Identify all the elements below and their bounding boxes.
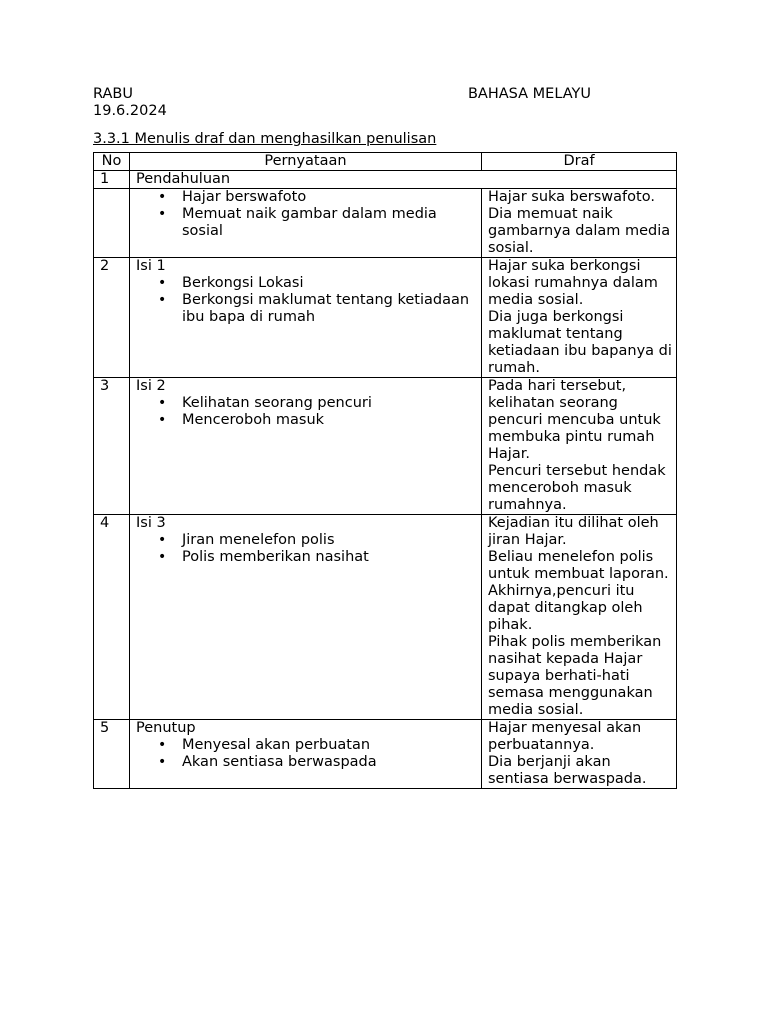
bullet-list xyxy=(136,532,475,566)
list-item: • Berkongsi maklumat tentang ketiadaan ibu bapa di rumah xyxy=(182,292,475,326)
draft-sentence: Beliau menelefon polis untuk membuat laporan. xyxy=(488,549,669,582)
list-item: • Akan sentiasa berwaspada xyxy=(182,754,475,771)
row-title: Pendahuluan xyxy=(130,171,677,189)
row-statement xyxy=(130,720,482,789)
draft-sentence: Pada hari tersebut, kelihatan seorang pencuri mencuba untuk membuka pintu rumah Hajar. xyxy=(488,378,661,462)
row-title: Isi 3 xyxy=(136,515,166,531)
list-item: • Polis memberikan nasihat xyxy=(182,549,475,566)
draft-sentence: Pihak polis memberikan nasihat kepada Hajar supaya berhati-hati semasa menggunakan media sosial. xyxy=(488,634,662,718)
column-header-no: No xyxy=(94,153,130,171)
row-number: 4 xyxy=(94,515,130,720)
row-draft xyxy=(482,258,677,378)
date-label: 19.6.2024 xyxy=(93,103,167,119)
row-number: 1 xyxy=(94,171,130,189)
list-item: • Kelihatan seorang pencuri xyxy=(182,395,475,412)
row-statement xyxy=(130,378,482,515)
column-header-draf: Draf xyxy=(482,153,677,171)
row-number: 3 xyxy=(94,378,130,515)
row-number: 5 xyxy=(94,720,130,789)
row-statement xyxy=(130,258,482,378)
draft-sentence: Dia berjanji akan sentiasa berwaspada. xyxy=(488,754,647,787)
row-title: Penutup xyxy=(136,720,196,736)
list-item: • Menceroboh masuk xyxy=(182,412,475,429)
row-number: 2 xyxy=(94,258,130,378)
row-number-empty xyxy=(94,189,130,258)
row-title: Isi 1 xyxy=(136,258,166,274)
table-row xyxy=(94,258,677,378)
table-row xyxy=(94,378,677,515)
row-title: Isi 2 xyxy=(136,378,166,394)
row-statement xyxy=(130,515,482,720)
header-line xyxy=(93,86,677,103)
table-header-row xyxy=(94,153,677,171)
table-row xyxy=(94,171,677,189)
subject-label: BAHASA MELAYU xyxy=(467,86,591,102)
row-statement xyxy=(130,189,482,258)
row-draft xyxy=(482,378,677,515)
section-heading: 3.3.1 Menulis draf dan menghasilkan penulisan xyxy=(93,131,437,147)
table-row xyxy=(94,720,677,789)
list-item: • Hajar berswafoto xyxy=(182,189,475,206)
bullet-list xyxy=(136,275,475,326)
draft-table xyxy=(93,152,677,789)
list-item: • Berkongsi Lokasi xyxy=(182,275,475,292)
day-label: RABU xyxy=(93,86,133,102)
draft-sentence: Kejadian itu dilihat oleh jiran Hajar. xyxy=(488,515,659,548)
table-row xyxy=(94,189,677,258)
bullet-list xyxy=(136,395,475,429)
bullet-list xyxy=(136,737,475,771)
document-page xyxy=(93,86,677,789)
list-item: • Menyesal akan perbuatan xyxy=(182,737,475,754)
row-draft xyxy=(482,515,677,720)
list-item: • Memuat naik gambar dalam media sosial xyxy=(182,206,475,240)
draft-sentence: Pencuri tersebut hendak menceroboh masuk rumahnya. xyxy=(488,463,666,513)
draft-sentence: Hajar suka berkongsi lokasi rumahnya dalam media sosial. xyxy=(488,258,658,308)
column-header-pernyataan: Pernyataan xyxy=(130,153,482,171)
draft-sentence: Dia juga berkongsi maklumat tentang ketiadaan ibu bapanya di rumah. xyxy=(488,309,672,376)
draft-sentence: Akhirnya,pencuri itu dapat ditangkap oleh pihak. xyxy=(488,583,643,633)
draft-sentence: Hajar menyesal akan perbuatannya. xyxy=(488,720,642,753)
row-draft: Hajar suka berswafoto. Dia memuat naik gambarnya dalam media sosial. xyxy=(482,189,677,258)
list-item: • Jiran menelefon polis xyxy=(182,532,475,549)
row-draft xyxy=(482,720,677,789)
table-row xyxy=(94,515,677,720)
bullet-list xyxy=(136,189,475,240)
